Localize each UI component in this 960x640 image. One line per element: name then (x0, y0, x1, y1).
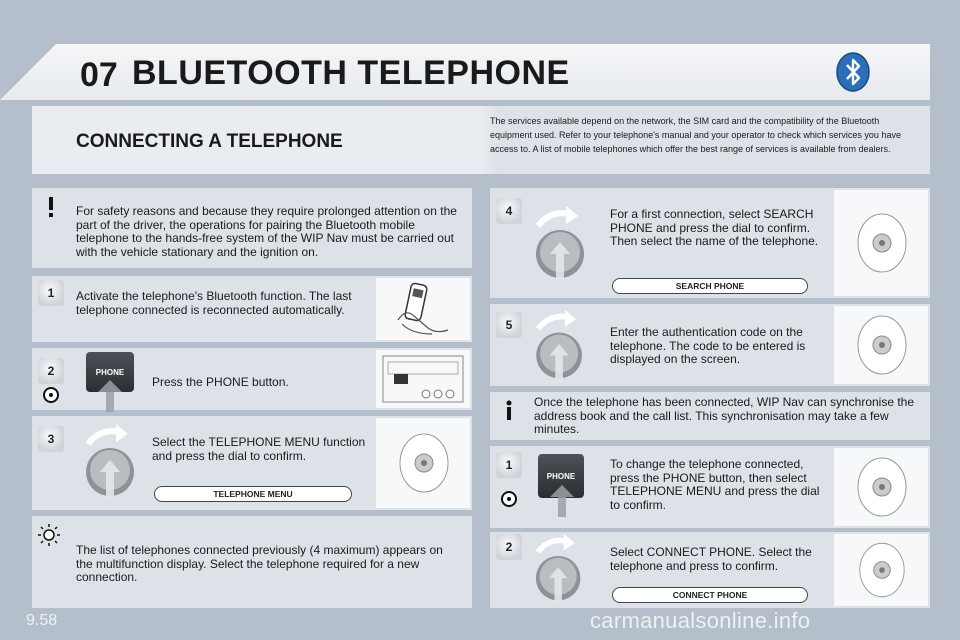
connect-phone-label: CONNECT PHONE (612, 587, 808, 603)
search-phone-label: SEARCH PHONE (612, 278, 808, 294)
watermark: carmanualsonline.info (590, 608, 811, 633)
step4-number: 4 (496, 198, 522, 224)
dial-turn-icon (532, 306, 590, 384)
step5-number: 5 (496, 312, 522, 338)
step2-number: 2 (38, 358, 64, 384)
change1-number: 1 (496, 452, 522, 478)
chapter-number: 07 (80, 56, 118, 94)
light-bulb-icon (38, 524, 60, 546)
section-title: CONNECTING A TELEPHONE (76, 131, 343, 152)
step2-text: Press the PHONE button. (152, 375, 289, 389)
warning-text: For safety reasons and because they require prolonged attention on the part of the driver, the operations for pairing the Bluetooth mobile telephone to the hands-free system of the WIP Nav must be carried out with the vehicle stationary and the ignition on. (76, 204, 457, 259)
steering-wheel-icon (500, 490, 518, 508)
phone-button: PHONE (538, 454, 584, 498)
dial-turn-icon (532, 200, 592, 286)
step4-text: For a first connection, select SEARCH PHONE and press the dial to confirm. Then select the name of the telephone. (610, 207, 819, 248)
intro-text: The services available depend on the network, the SIM card and the compatibility of the Bluetooth equipment used. Refer to your telephone's manual and your operator to check which services you have access to. A list of mobile telephones which offer the best range of services is available from dealers. (490, 116, 901, 154)
step3-text: Select the TELEPHONE MENU function and press the dial to confirm. (152, 435, 366, 463)
tip-text: The list of telephones connected previously (4 maximum) appears on the multifunction display. Select the telephone required for a new connection. (76, 543, 443, 584)
mobile-phone-icon (392, 280, 454, 338)
control-dial-icon (858, 540, 906, 600)
telephone-menu-label: TELEPHONE MENU (154, 486, 352, 502)
dial-turn-icon (532, 530, 588, 606)
phone-button: PHONE (86, 352, 134, 392)
step5-text: Enter the authentication code on the telephone. The code to be entered is displayed on the screen. (610, 325, 806, 366)
bluetooth-icon (836, 52, 870, 92)
step3-number: 3 (38, 426, 64, 452)
header-corner (0, 44, 56, 100)
control-dial-icon (856, 456, 908, 518)
info-text: Once the telephone has been connected, WIP Nav can synchronise the address book and the call list. This synchronisation may take a few minutes. (534, 395, 915, 436)
step1-text: Activate the telephone's Bluetooth function. The last telephone connected is reconnected automatically. (76, 289, 352, 317)
page-title: BLUETOOTH TELEPHONE (132, 54, 570, 92)
control-dial-icon (856, 314, 908, 376)
info-icon (498, 398, 520, 422)
radio-unit-icon (382, 354, 464, 404)
change2-text: Select CONNECT PHONE. Select the telephone and press to confirm. (610, 545, 812, 573)
page-number: 9.58 (26, 612, 58, 629)
control-dial-icon (398, 432, 450, 494)
step1-number: 1 (38, 280, 64, 306)
press-arrow-icon (98, 380, 122, 412)
steering-wheel-icon (42, 386, 60, 404)
change1-text: To change the telephone connected, press the PHONE button, then select TELEPHONE MENU and press the dial to confirm. (610, 457, 820, 512)
dial-turn-icon (82, 420, 142, 502)
press-arrow-icon (550, 484, 574, 518)
control-dial-icon (856, 212, 908, 274)
warning-icon (36, 192, 66, 222)
change2-number: 2 (496, 534, 522, 560)
